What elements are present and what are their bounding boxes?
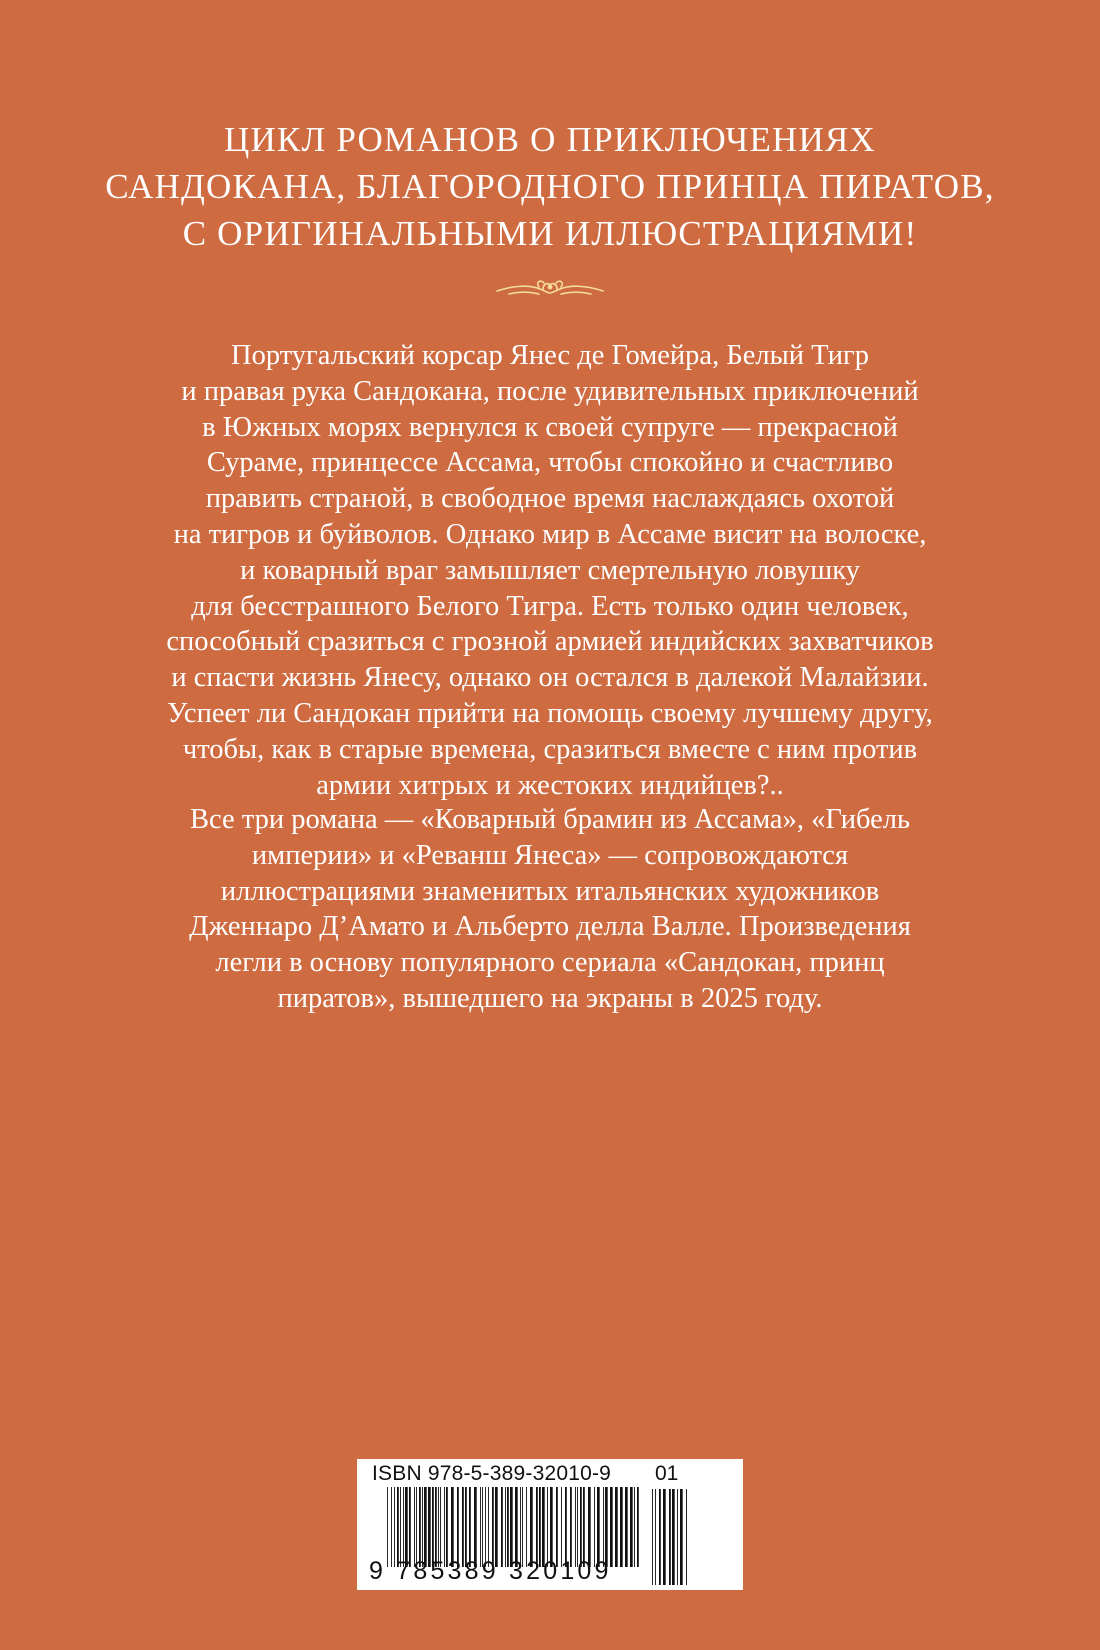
- text-line: Португальский корсар Янес де Гомейра, Белый Тигр: [231, 340, 869, 371]
- text-line: Успеет ли Сандокан прийти на помощь своему лучшему другу,: [167, 697, 933, 729]
- heading-line: С ОРИГИНАЛЬНЫМИ ИЛЛЮСТРАЦИЯМИ!: [182, 214, 918, 253]
- series-heading: [100, 116, 1000, 257]
- barcode-addon-code: 01: [655, 1462, 679, 1485]
- text-line: иллюстрациями знаменитых итальянских художников: [220, 875, 880, 907]
- flourish-ornament-icon: [495, 276, 605, 302]
- text-line: для бесстрашного Белого Тигра. Есть только один человек,: [191, 590, 909, 622]
- heading-line: ЦИКЛ РОМАНОВ О ПРИКЛЮЧЕНИЯХ: [223, 120, 877, 159]
- text-line: и правая рука Сандокана, после удивительных приключений: [181, 375, 919, 407]
- text-line: способный сразиться с грозной армией индийских захватчиков: [166, 626, 934, 658]
- barcode-bars: [387, 1487, 639, 1567]
- text-line: Сураме, принцессе Ассама, чтобы спокойно и счастливо: [206, 447, 894, 479]
- synopsis-paragraph: [90, 338, 1010, 803]
- text-line: на тигров и буйволов. Однако мир в Ассаме висит на волоске,: [173, 518, 927, 550]
- text-line: армии хитрых и жестоких индийцев?..: [316, 769, 784, 801]
- text-line: и коварный враг замышляет смертельную ловушку: [240, 554, 860, 586]
- barcode-addon-bars: [652, 1489, 688, 1585]
- illustrations-paragraph: [90, 802, 1010, 1017]
- barcode-digits: 9 785389 320109: [369, 1557, 612, 1585]
- isbn-barcode: [357, 1459, 743, 1590]
- text-line: Все три романа — «Коварный брамин из Ассама», «Гибель: [190, 804, 910, 835]
- text-line: легли в основу популярного сериала «Сандокан, принц: [215, 947, 885, 979]
- text-line: в Южных морях вернулся к своей супруге — прекрасной: [202, 411, 898, 443]
- text-line: и спасти жизнь Янесу, однако он остался в далекой Малайзии.: [171, 662, 929, 694]
- text-line: империи» и «Реванш Янеса» — сопровождаются: [251, 839, 849, 871]
- heading-line: САНДОКАНА, БЛАГОРОДНОГО ПРИНЦА ПИРАТОВ,: [105, 167, 995, 206]
- text-line: править страной, в свободное время наслаждаясь охотой: [205, 483, 895, 515]
- text-line: Дженнаро Д’Амато и Альберто делла Валле. Произведения: [189, 911, 911, 943]
- text-line: пиратов», вышедшего на экраны в 2025 году.: [277, 982, 823, 1014]
- text-line: чтобы, как в старые времена, сразиться вместе с ним против: [182, 733, 918, 765]
- isbn-label: ISBN 978-5-389-32010-9: [372, 1462, 612, 1485]
